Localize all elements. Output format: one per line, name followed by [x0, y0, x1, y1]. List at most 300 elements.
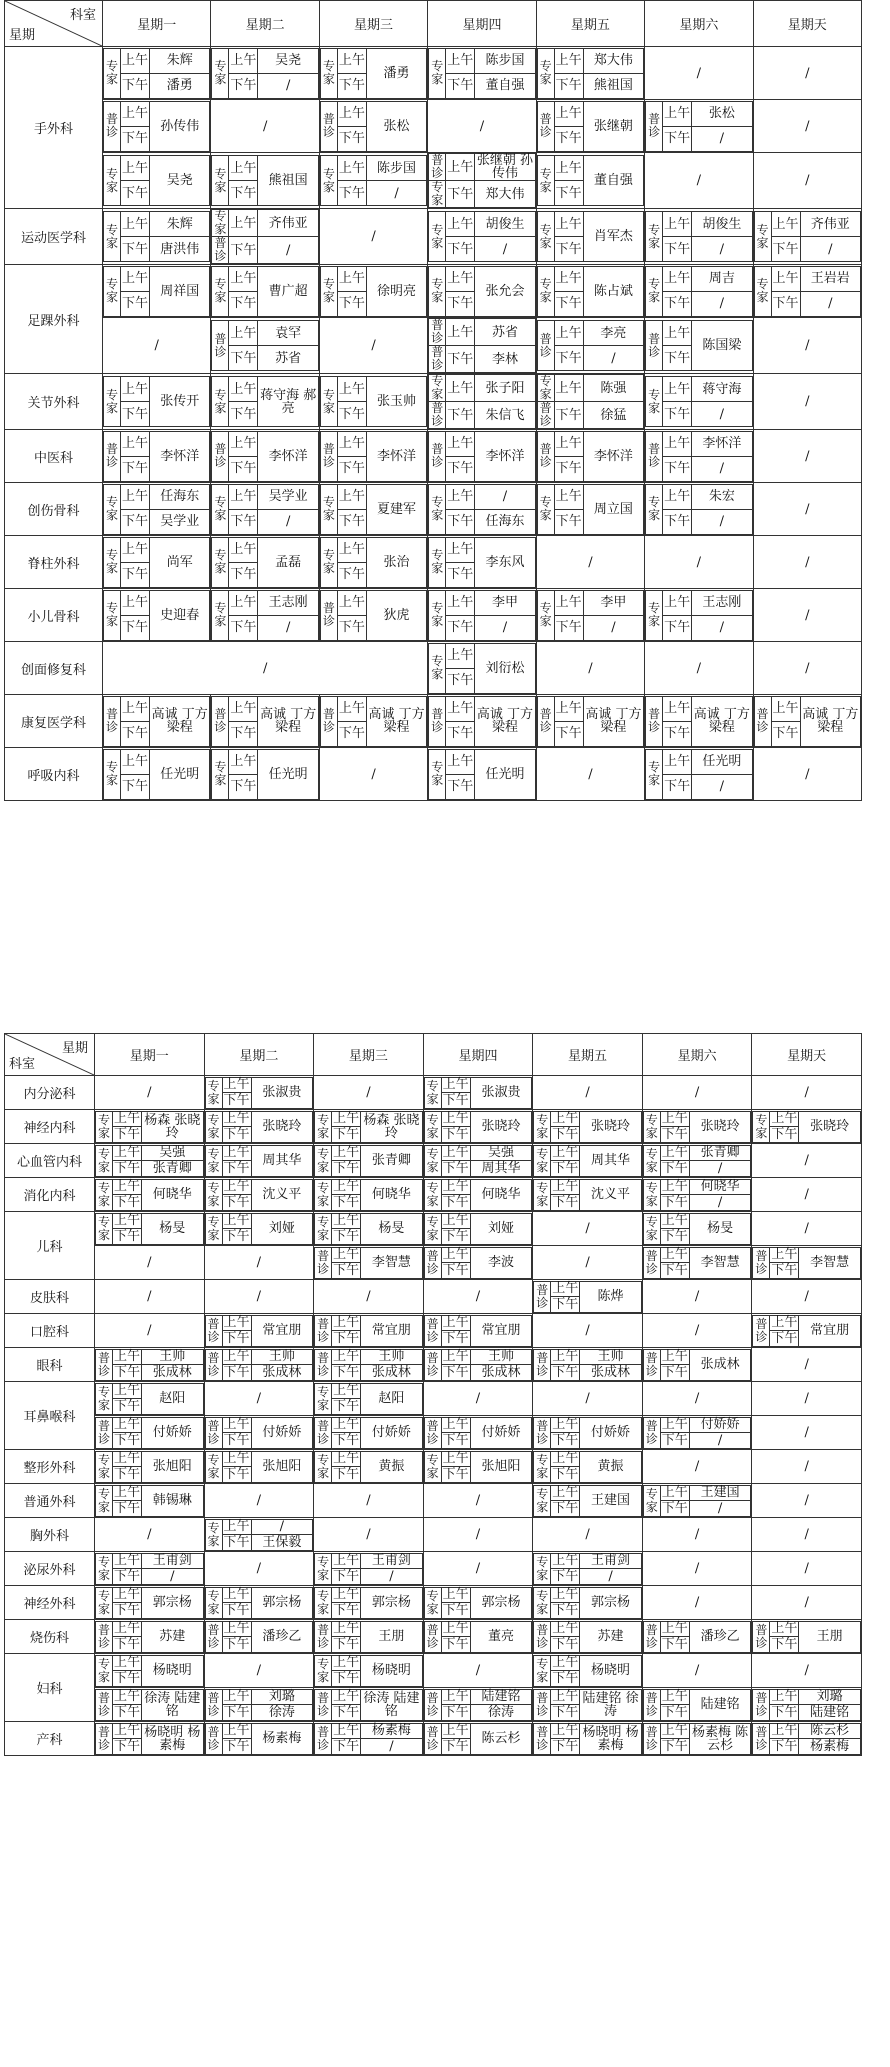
clinic-type: 专家 [424, 1077, 441, 1108]
morning-slot: 上午 [121, 590, 150, 615]
doctor-name: 徐涛 陆建铭 [142, 1689, 204, 1720]
session-grid [533, 1451, 642, 1483]
afternoon-slot: 下午 [442, 1466, 469, 1482]
doctor-name: 杨晓明 [361, 1655, 423, 1686]
schedule-cell [319, 265, 427, 318]
afternoon-slot: 下午 [442, 1330, 469, 1346]
afternoon-slot: 下午 [446, 668, 475, 693]
schedule-cell [314, 1484, 424, 1518]
schedule-row [5, 1450, 862, 1484]
morning-slot: 上午 [446, 537, 475, 562]
clinic-type: 普诊 [424, 1315, 441, 1346]
clinic-type: 普诊 [96, 1689, 113, 1720]
clinic-type: 普诊 [205, 1315, 222, 1346]
doctor-name: 蒋守海 [692, 377, 752, 402]
schedule-row [5, 265, 862, 318]
doctor-name: / [258, 73, 318, 98]
clinic-type: 专家 [104, 156, 121, 206]
doctor-name: / [251, 1519, 313, 1535]
morning-slot: 上午 [661, 1247, 688, 1263]
morning-slot: 上午 [661, 1621, 688, 1637]
schedule-cell [642, 1246, 752, 1280]
session-grid [103, 749, 210, 800]
clinic-type: 专家 [537, 266, 554, 316]
schedule-cell [752, 1382, 862, 1416]
morning-slot: 上午 [121, 377, 150, 402]
session-grid [643, 1621, 752, 1653]
morning-slot: 上午 [223, 1111, 250, 1127]
session-grid [424, 1145, 533, 1177]
clinic-type: 专家 [96, 1587, 113, 1618]
afternoon-slot: 下午 [121, 126, 150, 151]
doctor-name: 徐明亮 [366, 266, 426, 316]
no-clinic-mark: / [804, 1357, 809, 1372]
department-name: 呼吸内科 [5, 748, 103, 801]
doctor-name: 杨旻 [142, 1213, 204, 1244]
department-name: 足踝外科 [5, 265, 103, 374]
schedule-cell [642, 1484, 752, 1518]
clinic-type: 普诊 [537, 696, 554, 746]
clinic-type: 普诊 [104, 431, 121, 481]
session-grid [424, 1689, 533, 1721]
schedule-cell [642, 1144, 752, 1178]
doctor-name: 周其华 [580, 1145, 642, 1176]
clinic-type: 普诊 [96, 1723, 113, 1754]
session-grid [314, 1247, 423, 1279]
schedule-cell [423, 1178, 533, 1212]
doctor-name: 徐猛 [583, 402, 643, 429]
clinic-type: 专家 [754, 212, 771, 262]
afternoon-slot: 下午 [442, 1738, 469, 1754]
clinic-type: 专家 [429, 181, 446, 208]
clinic-type: 普诊 [315, 1247, 332, 1278]
afternoon-slot: 下午 [554, 402, 583, 429]
schedule-cell [642, 1722, 752, 1756]
schedule-cell [103, 265, 211, 318]
schedule-cell [204, 1110, 314, 1144]
schedule-cell [423, 1484, 533, 1518]
doctor-name: 韩锡琳 [142, 1485, 204, 1516]
department-name: 中医科 [5, 430, 103, 483]
clinic-type: 专家 [96, 1383, 113, 1414]
clinic-type: 专家 [104, 537, 121, 587]
doctor-name: 周祥国 [150, 266, 210, 316]
schedule-cell [314, 1620, 424, 1654]
afternoon-slot: 下午 [333, 1432, 360, 1448]
doctor-name: 王帅 [580, 1349, 642, 1365]
session-grid [643, 1213, 752, 1245]
afternoon-slot: 下午 [661, 1228, 688, 1244]
schedule-row [5, 1518, 862, 1552]
morning-slot: 上午 [552, 1451, 579, 1467]
schedule-cell [753, 642, 861, 695]
session-grid [211, 484, 318, 535]
schedule-table-1 [4, 0, 862, 801]
schedule-cell [428, 483, 536, 536]
schedule-cell [314, 1144, 424, 1178]
no-clinic-mark: / [804, 1493, 809, 1508]
schedule-cell [204, 1280, 314, 1314]
clinic-type: 专家 [96, 1213, 113, 1244]
clinic-type: 普诊 [753, 1315, 770, 1346]
session-grid [533, 1621, 642, 1653]
session-grid [211, 590, 318, 641]
corner-bottom-label: 科室 [9, 1057, 36, 1072]
afternoon-slot: 下午 [229, 181, 258, 206]
session-grid [320, 590, 427, 641]
session-grid [537, 431, 644, 482]
schedule-cell [211, 265, 319, 318]
session-grid [211, 376, 318, 427]
department-name: 消化内科 [5, 1178, 95, 1212]
clinic-type: 普诊 [646, 101, 663, 151]
doctor-name: 张旭阳 [470, 1451, 532, 1482]
afternoon-slot: 下午 [121, 615, 150, 640]
department-name: 烧伤科 [5, 1620, 95, 1654]
session-grid [643, 1111, 752, 1143]
schedule-row [5, 1586, 862, 1620]
morning-slot: 上午 [229, 696, 258, 721]
doctor-name: 史迎春 [150, 590, 210, 640]
schedule-cell [103, 748, 211, 801]
clinic-type: 普诊 [643, 1247, 660, 1278]
morning-slot: 上午 [442, 1587, 469, 1603]
session-grid [643, 1689, 752, 1721]
schedule-cell [204, 1314, 314, 1348]
morning-slot: 上午 [121, 431, 150, 456]
doctor-name: 郑大伟 [583, 48, 643, 73]
no-clinic-mark: / [804, 1527, 809, 1542]
clinic-type: 专家 [315, 1213, 332, 1244]
schedule-row [5, 430, 862, 483]
doctor-name: 杨晓明 [580, 1655, 642, 1686]
session-grid [424, 1723, 533, 1755]
doctor-name: 李甲 [475, 590, 535, 615]
session-grid [533, 1349, 642, 1381]
morning-slot: 上午 [121, 156, 150, 181]
doctor-name: 夏建军 [366, 484, 426, 534]
session-grid [95, 1451, 204, 1483]
doctor-name: 张治 [366, 537, 426, 587]
department-name: 心血管内科 [5, 1144, 95, 1178]
doctor-name: 李甲 [583, 590, 643, 615]
clinic-type: 专家 [424, 1213, 441, 1244]
schedule-cell [95, 1178, 205, 1212]
doctor-name: 刘娅 [470, 1213, 532, 1244]
afternoon-slot: 下午 [229, 291, 258, 316]
afternoon-slot: 下午 [554, 509, 583, 534]
schedule-row [5, 748, 862, 801]
afternoon-slot: 下午 [446, 237, 475, 262]
afternoon-slot: 下午 [113, 1602, 140, 1618]
schedule-cell [752, 1450, 862, 1484]
afternoon-slot: 下午 [113, 1364, 140, 1380]
morning-slot: 上午 [446, 749, 475, 774]
no-clinic-mark: / [588, 554, 593, 570]
morning-slot: 上午 [121, 696, 150, 721]
session-grid [428, 153, 535, 208]
doctor-name: 张松 [366, 101, 426, 151]
morning-slot: 上午 [446, 319, 475, 346]
session-grid [314, 1145, 423, 1177]
morning-slot: 上午 [663, 590, 692, 615]
session-grid [95, 1111, 204, 1143]
schedule-cell [533, 1246, 643, 1280]
doctor-name: 高诚 丁方 梁程 [258, 696, 318, 746]
afternoon-slot: 下午 [337, 181, 366, 206]
afternoon-slot: 下午 [333, 1602, 360, 1618]
schedule-cell [319, 100, 427, 153]
department-name: 口腔科 [5, 1314, 95, 1348]
session-grid [103, 211, 210, 262]
afternoon-slot: 下午 [446, 774, 475, 799]
no-clinic-mark: / [804, 1221, 809, 1236]
doctor-name: 李怀洋 [366, 431, 426, 481]
clinic-type: 专家 [643, 1485, 660, 1516]
doctor-name: 张青卿 [361, 1145, 423, 1176]
afternoon-slot: 下午 [442, 1432, 469, 1448]
no-clinic-mark: / [585, 1221, 590, 1236]
session-grid [424, 1315, 533, 1347]
schedule-cell [536, 153, 644, 209]
afternoon-slot: 下午 [113, 1398, 140, 1414]
afternoon-slot: 下午 [661, 1194, 688, 1210]
session-grid [95, 1587, 204, 1619]
clinic-type: 专家 [205, 1179, 222, 1210]
day-header: 星期三 [314, 1034, 424, 1076]
doctor-name: 付娇娇 [470, 1417, 532, 1448]
clinic-type: 专家 [534, 1587, 551, 1618]
schedule-cell [423, 1280, 533, 1314]
session-grid [537, 320, 644, 371]
session-grid [314, 1689, 423, 1721]
doctor-name: 常宜朋 [361, 1315, 423, 1346]
session-grid [537, 696, 644, 747]
morning-slot: 上午 [663, 321, 692, 346]
no-clinic-mark: / [475, 1289, 481, 1304]
morning-slot: 上午 [554, 375, 583, 402]
schedule-cell [423, 1620, 533, 1654]
clinic-type: 专家 [537, 48, 554, 98]
schedule-cell [752, 1586, 862, 1620]
schedule-cell [423, 1518, 533, 1552]
morning-slot: 上午 [446, 431, 475, 456]
morning-slot: 上午 [663, 431, 692, 456]
clinic-type: 专家 [646, 377, 663, 427]
clinic-type: 专家 [429, 643, 446, 693]
session-grid [533, 1553, 642, 1585]
session-grid [428, 749, 535, 800]
no-clinic-mark: / [147, 1527, 152, 1542]
session-grid [643, 1417, 752, 1449]
afternoon-slot: 下午 [771, 721, 800, 746]
afternoon-slot: 下午 [113, 1432, 140, 1448]
afternoon-slot: 下午 [333, 1126, 360, 1142]
session-grid [211, 266, 318, 317]
doctor-name: 李怀洋 [583, 431, 643, 481]
schedule-cell [645, 374, 753, 430]
doctor-name: 李怀洋 [258, 431, 318, 481]
schedule-cell [642, 1212, 752, 1246]
no-clinic-mark: / [804, 1663, 809, 1678]
schedule-cell [428, 47, 536, 100]
schedule-cell [536, 374, 644, 430]
clinic-type: 普诊 [212, 321, 229, 371]
clinic-type: 专家 [320, 484, 337, 534]
morning-slot: 上午 [223, 1689, 250, 1705]
doctor-name: 孙传伟 [150, 101, 210, 151]
clinic-type: 专家 [429, 590, 446, 640]
day-header: 星期六 [642, 1034, 752, 1076]
doctor-name: 朱信飞 [475, 402, 535, 429]
morning-slot: 上午 [446, 590, 475, 615]
doctor-name: 杨素梅 陈云杉 [689, 1723, 751, 1754]
schedule-cell [95, 1688, 205, 1722]
schedule-cell [753, 209, 861, 265]
doctor-name: 苏建 [142, 1621, 204, 1652]
morning-slot: 上午 [446, 375, 475, 402]
doctor-name: 朱辉 [150, 212, 210, 237]
session-grid [533, 1587, 642, 1619]
doctor-name: 张允会 [475, 266, 535, 316]
doctor-name: / [692, 402, 752, 427]
doctor-name: 周其华 [251, 1145, 313, 1176]
doctor-name: 李智慧 [689, 1247, 751, 1278]
schedule-cell [533, 1552, 643, 1586]
session-grid [533, 1145, 642, 1177]
schedule-cell [314, 1110, 424, 1144]
clinic-type: 普诊 [646, 321, 663, 371]
morning-slot: 上午 [446, 696, 475, 721]
session-grid [752, 1315, 861, 1347]
schedule-cell [95, 1212, 205, 1246]
morning-slot: 上午 [446, 48, 475, 73]
clinic-type: 专家 [212, 484, 229, 534]
doctor-name: / [475, 615, 535, 640]
morning-slot: 上午 [661, 1213, 688, 1229]
session-grid [537, 590, 644, 641]
schedule-cell [95, 1518, 205, 1552]
afternoon-slot: 下午 [771, 1262, 798, 1278]
doctor-name: 陆建铭 [689, 1689, 751, 1720]
session-grid [211, 537, 318, 588]
afternoon-slot: 下午 [337, 291, 366, 316]
schedule-cell [423, 1416, 533, 1450]
clinic-type: 普诊 [424, 1417, 441, 1448]
doctor-name: 张晓玲 [689, 1111, 751, 1142]
doctor-name: 陈云杉 [470, 1723, 532, 1754]
morning-slot: 上午 [121, 484, 150, 509]
afternoon-slot: 下午 [771, 1738, 798, 1754]
morning-slot: 上午 [229, 431, 258, 456]
morning-slot: 上午 [446, 643, 475, 668]
morning-slot: 上午 [446, 266, 475, 291]
session-grid [428, 484, 535, 535]
clinic-type: 专家 [96, 1111, 113, 1142]
no-clinic-mark: / [479, 118, 485, 134]
doctor-name: 郑大伟 [475, 181, 535, 208]
doctor-name: 张松 [692, 101, 752, 126]
doctor-name: 尚军 [150, 537, 210, 587]
schedule-cell [645, 209, 753, 265]
no-clinic-mark: / [585, 1323, 590, 1338]
doctor-name: 李智慧 [361, 1247, 423, 1278]
clinic-type: 专家 [429, 749, 446, 799]
doctor-name: 张晓玲 [799, 1111, 861, 1142]
clinic-type: 专家 [429, 537, 446, 587]
day-header: 星期四 [423, 1034, 533, 1076]
day-header: 星期二 [211, 1, 319, 47]
morning-slot: 上午 [223, 1621, 250, 1637]
schedule-cell [314, 1518, 424, 1552]
morning-slot: 上午 [552, 1485, 579, 1501]
session-grid [95, 1179, 204, 1211]
doctor-name: 徐涛 陆建铭 [361, 1689, 423, 1720]
no-clinic-mark: / [696, 173, 702, 188]
schedule-cell [752, 1348, 862, 1382]
clinic-type: 专家 [643, 1213, 660, 1244]
session-grid [314, 1383, 423, 1415]
doctor-name: 任光明 [258, 749, 318, 799]
department-name: 创伤骨科 [5, 483, 103, 536]
clinic-type: 普诊 [534, 1417, 551, 1448]
doctor-name: 李亮 [583, 321, 643, 346]
session-grid [752, 1723, 861, 1755]
afternoon-slot: 下午 [333, 1160, 360, 1176]
schedule-cell [536, 318, 644, 374]
session-grid [533, 1111, 642, 1143]
morning-slot: 上午 [333, 1553, 360, 1569]
doctor-name: 刘璐 [799, 1689, 861, 1705]
afternoon-slot: 下午 [661, 1364, 688, 1380]
schedule-cell [423, 1144, 533, 1178]
session-grid [211, 749, 318, 800]
clinic-type: 普诊 [753, 1723, 770, 1754]
doctor-name: 郭宗杨 [580, 1587, 642, 1618]
session-grid [205, 1519, 314, 1551]
clinic-type: 普诊 [429, 154, 446, 181]
session-grid [314, 1349, 423, 1381]
schedule-cell [428, 430, 536, 483]
doctor-name: 吴强 [142, 1145, 204, 1161]
clinic-type: 普诊 [315, 1349, 332, 1380]
afternoon-slot: 下午 [229, 509, 258, 534]
session-grid [103, 101, 210, 152]
schedule-row [5, 209, 862, 265]
schedule-cell [95, 1722, 205, 1756]
no-clinic-mark: / [805, 448, 810, 464]
schedule-cell [428, 748, 536, 801]
schedule-cell [314, 1076, 424, 1110]
clinic-type: 专家 [754, 266, 771, 316]
doctor-name: 周其华 [470, 1161, 532, 1177]
schedule-cell [642, 1348, 752, 1382]
schedule-cell [752, 1518, 862, 1552]
doctor-name: 沈义平 [580, 1179, 642, 1210]
afternoon-slot: 下午 [333, 1670, 360, 1686]
schedule-cell [204, 1518, 314, 1552]
doctor-name: 杨素梅 [799, 1739, 861, 1755]
session-grid [424, 1451, 533, 1483]
afternoon-slot: 下午 [337, 509, 366, 534]
doctor-name: / [475, 484, 535, 509]
session-grid [95, 1689, 204, 1721]
morning-slot: 上午 [446, 154, 475, 181]
schedule-cell [752, 1552, 862, 1586]
schedule-cell [753, 47, 861, 100]
schedule-cell [103, 695, 211, 748]
afternoon-slot: 下午 [223, 1466, 250, 1482]
